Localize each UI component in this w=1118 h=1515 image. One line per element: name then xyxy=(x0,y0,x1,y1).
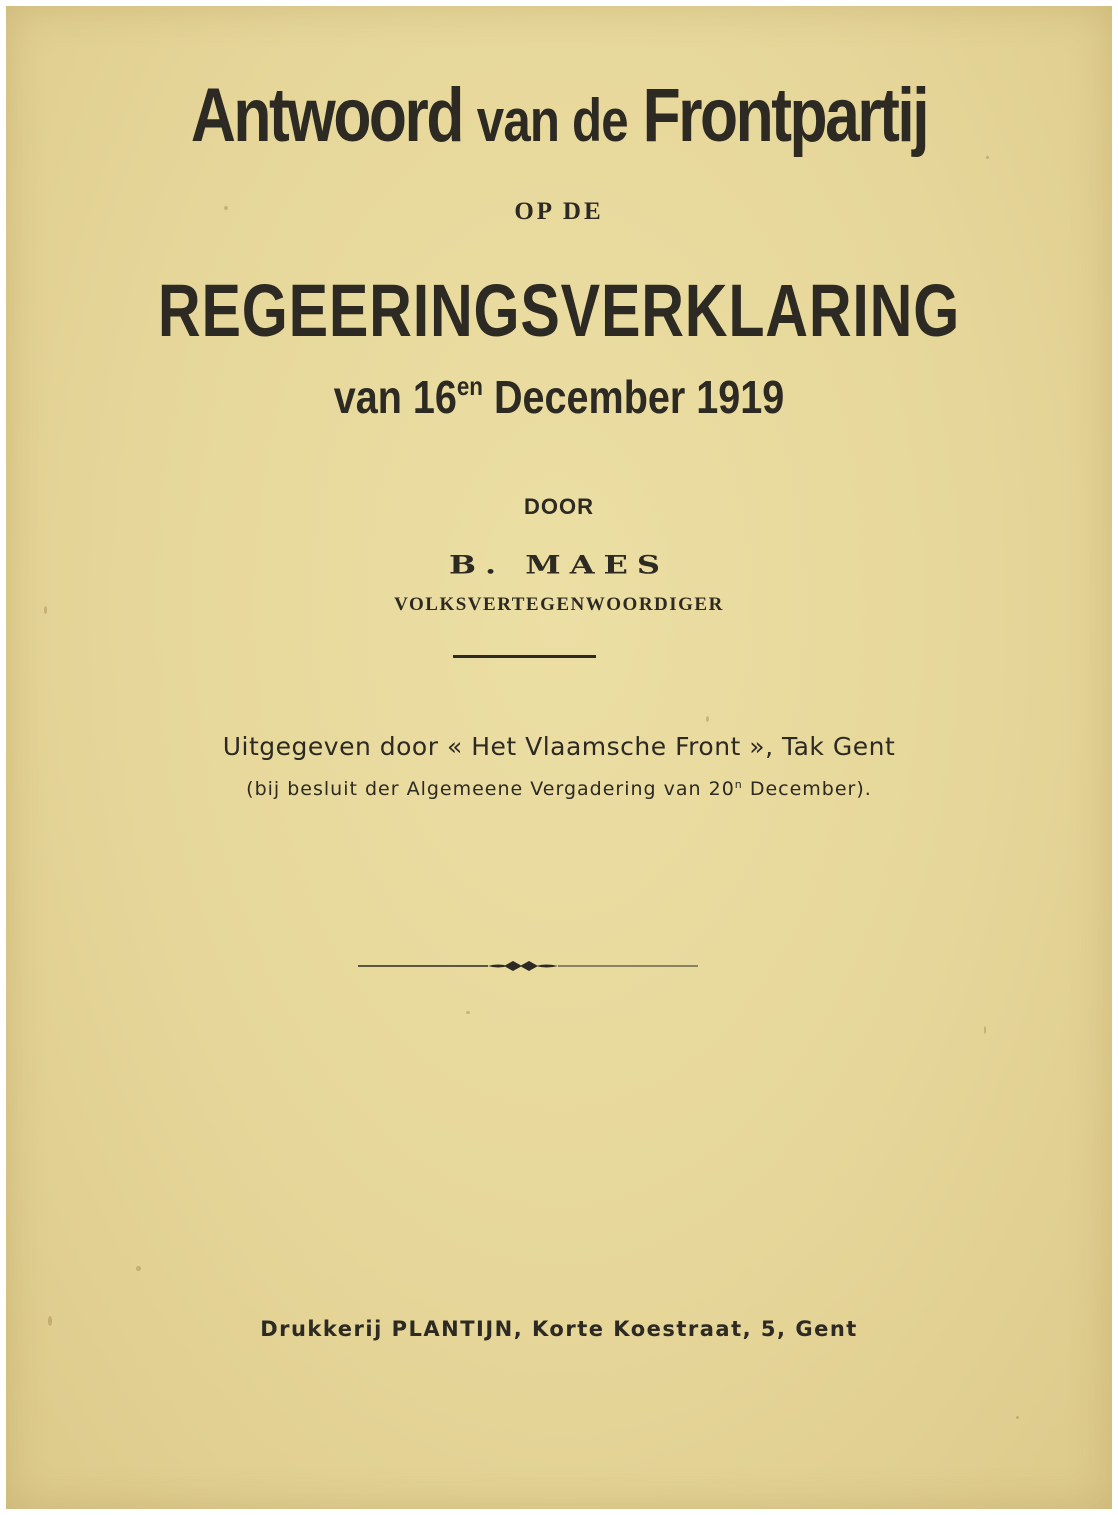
ornament-divider-icon xyxy=(358,956,698,976)
decision-line xyxy=(6,778,1112,800)
author-title: VOLKSVERTEGENWOORDIGER xyxy=(394,594,724,615)
paper-speck xyxy=(984,1026,986,1034)
publisher-line: Uitgegeven door « Het Vlaamsche Front », Tak Gent xyxy=(222,732,896,761)
paper-speck xyxy=(1016,1416,1019,1419)
decision-suffix: December). xyxy=(742,778,872,800)
cover-title xyxy=(106,72,1013,159)
paper-speck xyxy=(136,1266,141,1271)
date-superscript: en xyxy=(456,371,483,401)
by-label: DOOR xyxy=(524,494,594,519)
title-word-antwoord: Antwoord xyxy=(190,73,462,158)
decision-superscript: n xyxy=(734,778,743,791)
paper-speck xyxy=(466,1011,470,1014)
title-words-van-de: van de xyxy=(476,87,628,154)
printer-line: Drukkerij PLANTIJN, Korte Koestraat, 5, Gent xyxy=(260,1317,858,1341)
date-line xyxy=(83,370,1034,424)
book-cover xyxy=(6,6,1112,1509)
paper-speck xyxy=(706,716,709,722)
op-de-line: OP DE xyxy=(514,198,604,225)
divider-rule xyxy=(453,655,596,658)
title-word-frontpartij: Frontpartij xyxy=(642,73,928,158)
subject-title: REGEERINGSVERKLARING xyxy=(157,269,961,352)
decision-prefix: (bij besluit der Algemeene Vergadering van 20 xyxy=(246,778,735,800)
date-suffix: December 1919 xyxy=(482,371,785,423)
author-name: B. MAES xyxy=(448,550,670,580)
date-prefix: van 16 xyxy=(333,371,457,423)
